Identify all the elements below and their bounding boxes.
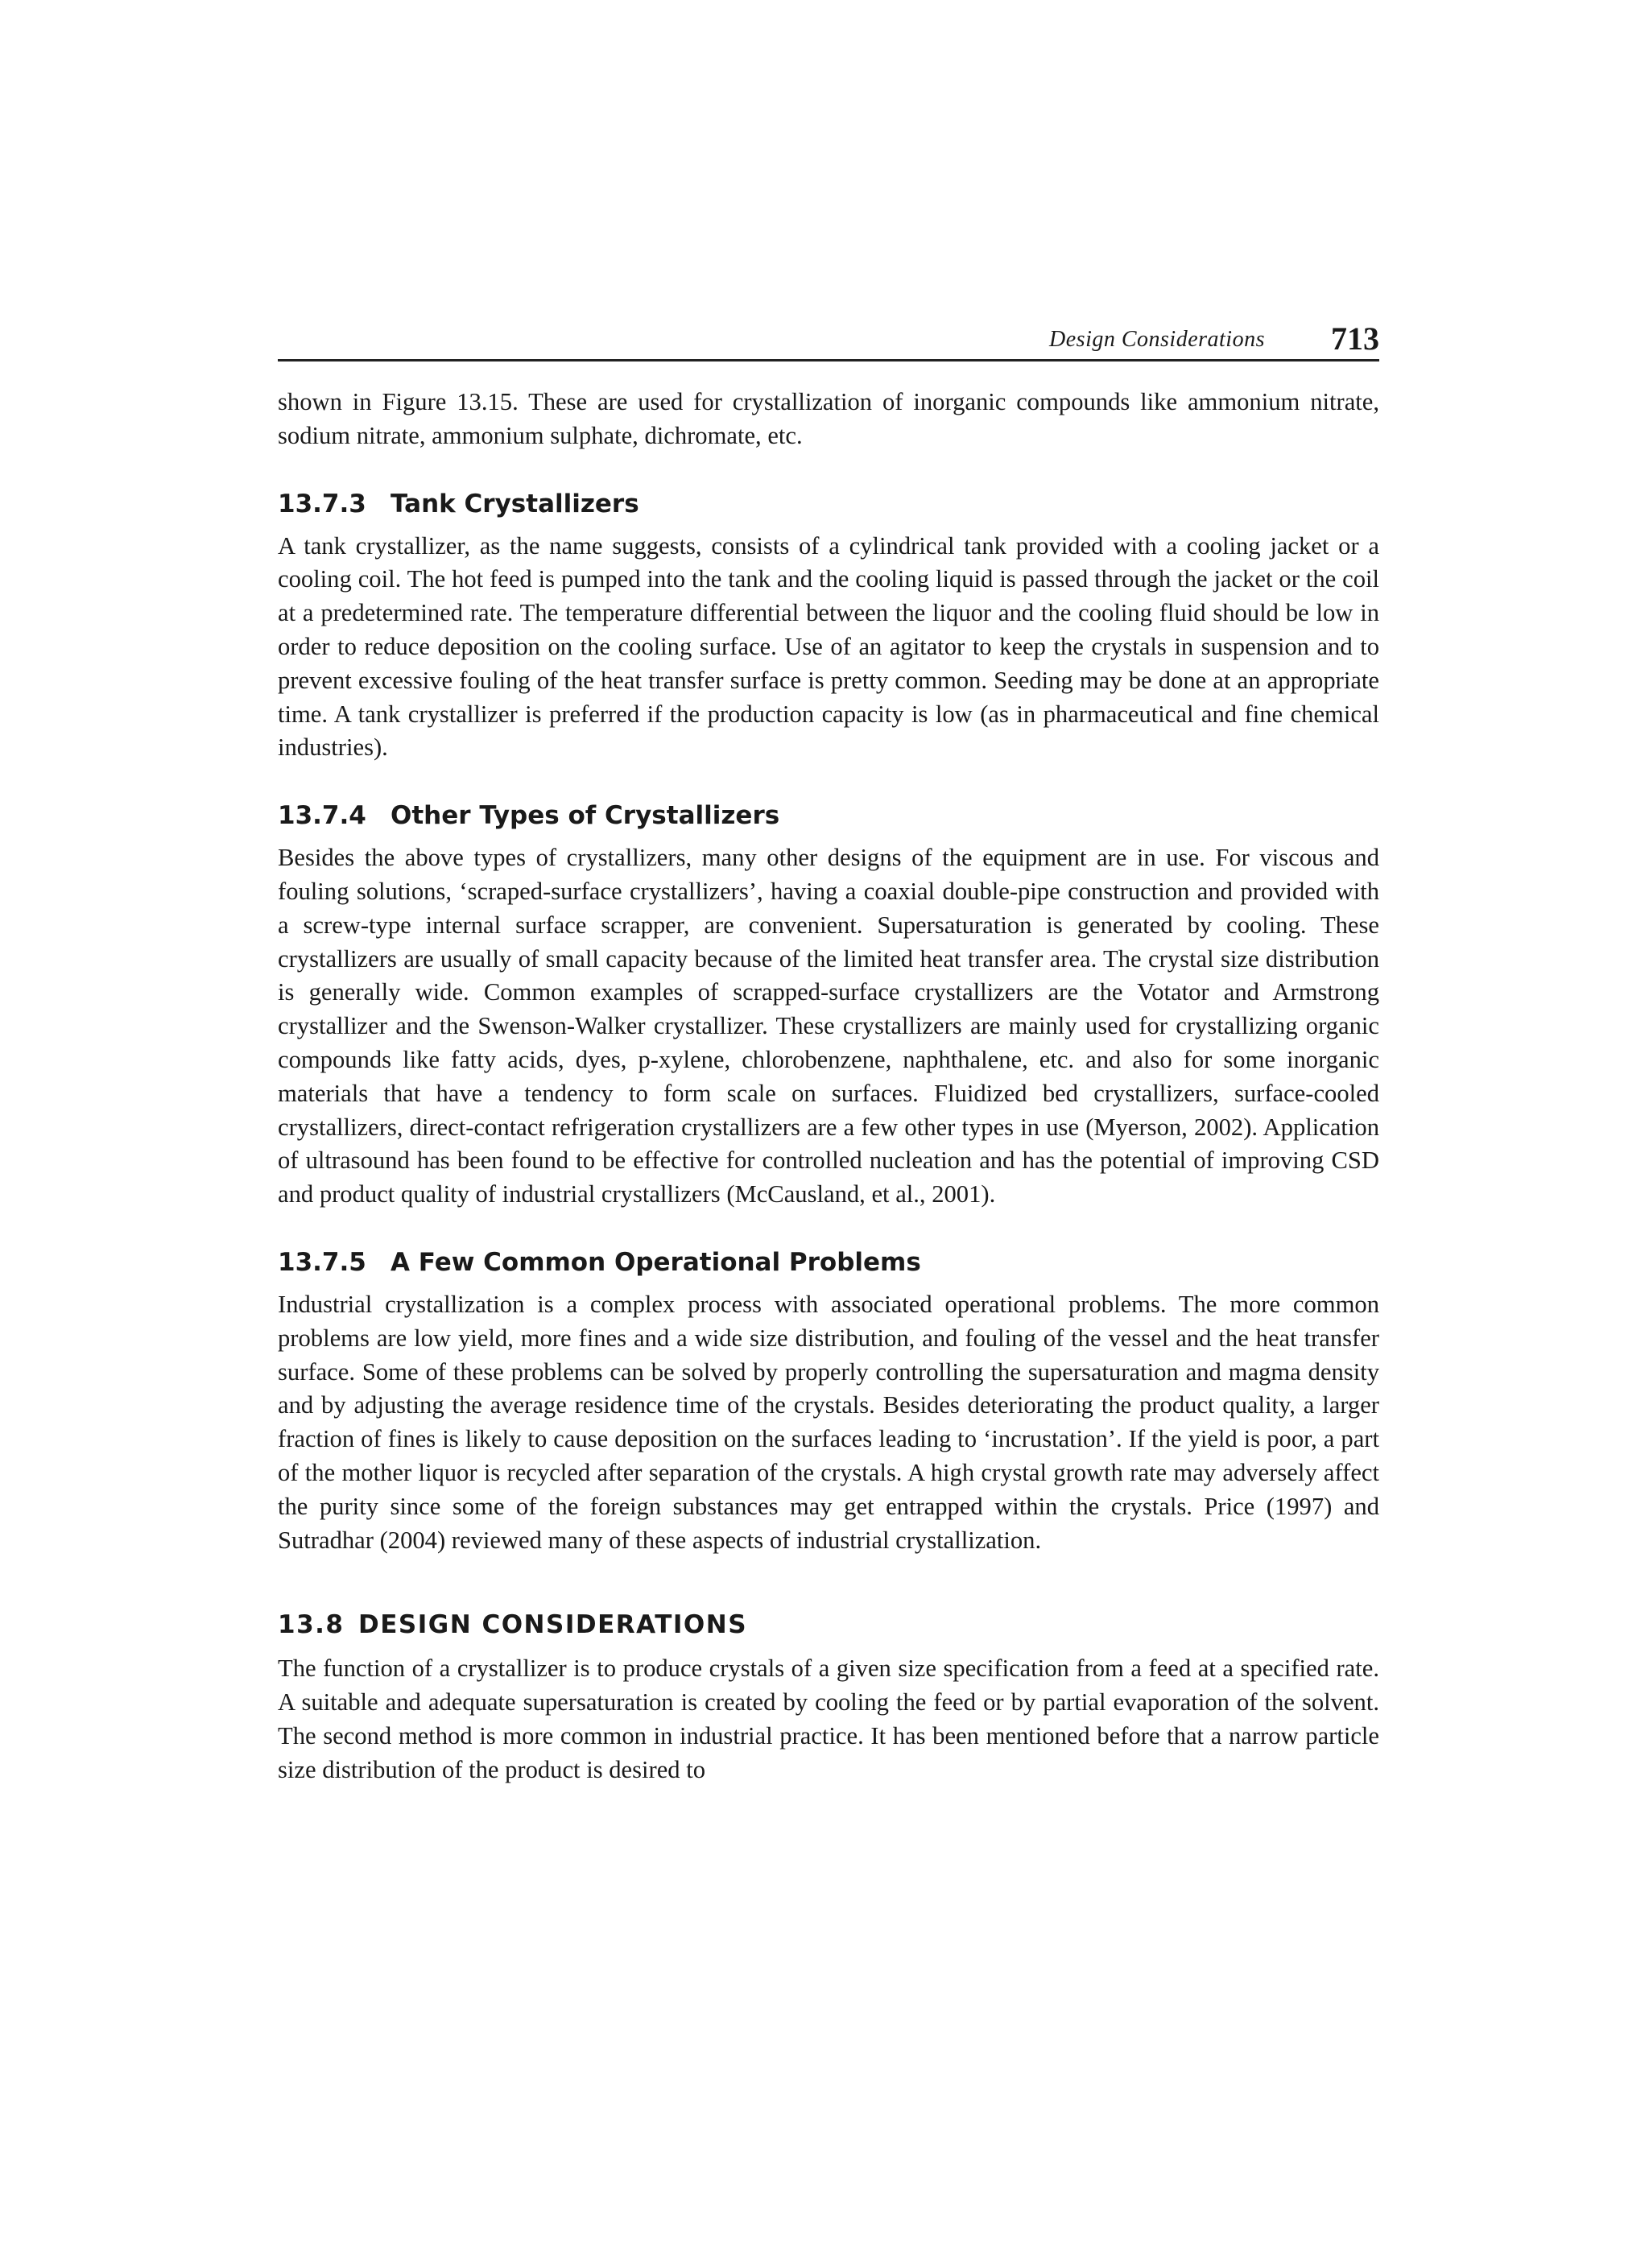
running-header xyxy=(278,314,1379,361)
section-title: DESIGN CONSIDERATIONS xyxy=(358,1610,748,1640)
section-number: 13.7.4 xyxy=(278,801,366,831)
section-title: A Few Common Operational Problems xyxy=(391,1247,921,1277)
section-paragraph: A tank crystallizer, as the name suggests, consists of a cylindrical tank provided with a cooling jacket or a cooling coil. The hot feed is pumped into the tank and the cooling liquid is passed through the jacket or the coil at a predetermined rate. The temperature differential between the liquor and the cooling fluid should be low in order to reduce deposition on the cooling surface. Use of an agitator to keep the crystals in suspension and to prevent excessive fouling of the heat transfer surface is pretty common. Seeding may be done at an appropriate time. A tank crystallizer is preferred if the production capacity is low (as in pharmaceutical and fine chemical industries). xyxy=(278,531,1379,762)
section-heading-13-7-3 xyxy=(278,488,1379,520)
section-heading-13-7-4 xyxy=(278,799,1379,832)
section-title: Tank Crystallizers xyxy=(391,489,639,518)
section-paragraph: Industrial crystallization is a complex process with associated operational problems. The more common problems are low yield, more fines and a wide size distribution, and fouling of the vessel and the heat transfer surface. Some of these problems can be solved by properly controlling the supersaturation and magma density and by adjusting the average residence time of the crystals. Besides deteriorating the product quality, a larger fraction of fines is likely to cause deposition on the surfaces leading to ‘incrustation’. If the yield is poor, a part of the mother liquor is recycled after separation of the crystals. A high crystal growth rate may adversely affect the purity since some of the foreign substances may get entrapped within the crystals. Price (1997) and Sutradhar (2004) reviewed many of these aspects of industrial crystallization. xyxy=(278,1290,1379,1554)
section-heading-13-8 xyxy=(278,1609,1379,1641)
intro-paragraph: shown in Figure 13.15. These are used for crystallization of inorganic compounds like ammonium nitrate, sodium nitrate, ammonium sulphate, dichromate, etc. xyxy=(278,388,1379,449)
section-number: 13.7.3 xyxy=(278,489,366,518)
section-paragraph: Besides the above types of crystallizers, many other designs of the equipment are in use. For viscous and fouling solutions, ‘scraped-surface crystallizers’, having a coaxial double-pipe construction and provided with a screw-type internal surface scrapper, are convenient. Supersaturation is generated by cooling. These crystallizers are usually of small capacity because of the limited heat transfer area. The crystal size distribution is generally wide. Common examples of scrapped-surface crystallizers are the Votator and Armstrong crystallizer and the Swenson-Walker crystallizer. These crystallizers are mainly used for crystallizing organic compounds like fatty acids, dyes, p-xylene, chlorobenzene, naphthalene, etc. and also for some inorganic materials that have a tendency to form scale on surfaces. Fluidized bed crystallizers, surface-cooled crystallizers, direct-contact refrigeration crystallizers are a few other types in use (Myerson, 2002). Application of ultrasound has been found to be effective for controlled nucleation and has the potential of improving CSD and product quality of industrial crystallizers (McCausland, et al., 2001). xyxy=(278,844,1379,1208)
body-text xyxy=(278,386,1379,1787)
section-title: Other Types of Crystallizers xyxy=(391,801,780,831)
page xyxy=(278,314,1379,1787)
section-paragraph: The function of a crystallizer is to produce crystals of a given size specification from a feed at a specified rate. A suitable and adequate supersaturation is created by cooling the feed or by partial evaporation of the solvent. The second method is more common in industrial practice. It has been mentioned before that a narrow particle size distribution of the product is desired to xyxy=(278,1655,1379,1783)
page-number: 713 xyxy=(1331,320,1379,357)
section-heading-13-7-5 xyxy=(278,1246,1379,1279)
section-number: 13.8 xyxy=(278,1610,345,1640)
section-number: 13.7.5 xyxy=(278,1247,366,1277)
running-title: Design Considerations xyxy=(1049,327,1265,352)
